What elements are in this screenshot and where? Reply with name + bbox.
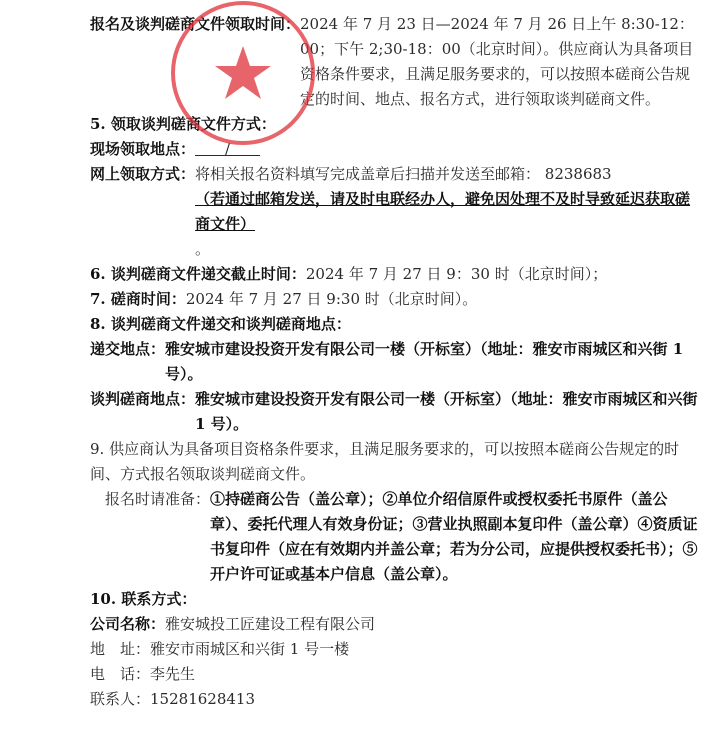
value: 15281628413: [150, 690, 255, 708]
section-7: [60, 287, 700, 312]
label: 网上领取方式：: [90, 165, 196, 183]
value: 雅安城投工匠建设工程有限公司: [165, 615, 376, 633]
text: 将相关报名资料填写完成盖章后扫描并发送至邮箱： 8238683: [195, 165, 612, 183]
negotiate-location: [60, 387, 700, 437]
value: /: [195, 140, 261, 158]
registration-time: [60, 12, 700, 112]
phone-row: [60, 662, 700, 687]
text: 2024 年 7 月 27 日 9：30 时（北京时间）；: [305, 265, 608, 283]
submit-location: [60, 337, 700, 387]
section-8-heading: 8. 谈判磋商文件递交和谈判磋商地点：: [90, 315, 351, 333]
label: 地 址：: [90, 640, 151, 658]
label: 7. 磋商时间：: [90, 290, 186, 308]
label: 6. 谈判磋商文件递交截止时间：: [90, 265, 306, 283]
text: 雅安城市建设投资开发有限公司一楼（开标室）（地址：雅安市雨城区和兴街 1 号）。: [195, 390, 698, 433]
text: 2024 年 7 月 23 日—2024 年 7 月 26 日上午 8:30-12：00；下午 2;30-18：00（北京时间）。供应商认为具备项目资格条件要求，且满足服务要求的，可以按照本磋商公告规定的时间、地点、报名方式，进行领取谈判磋商文件。: [300, 15, 694, 108]
value: 李先生: [150, 665, 196, 683]
label: 递交地点：: [90, 340, 166, 358]
section-6: [60, 262, 700, 287]
label: 报名时请准备：: [105, 490, 211, 508]
label: 现场领取地点：: [90, 140, 196, 158]
label: 谈判磋商地点：: [90, 390, 196, 408]
label: 报名及谈判磋商文件领取时间：: [90, 15, 301, 33]
section-9: 9. 供应商认为具备项目资格条件要求，且满足服务要求的，可以按照本磋商公告规定的时间、方式报名领取谈判磋商文件。: [90, 440, 680, 483]
online-method-body: [195, 162, 700, 262]
onsite-location: [60, 137, 700, 162]
label: 联系人：: [90, 690, 151, 708]
section-5-heading: 5. 领取谈判磋商文件方式：: [90, 115, 276, 133]
company-row: [60, 612, 700, 637]
text: 雅安城市建设投资开发有限公司一楼（开标室）（地址：雅安市雨城区和兴街 1 号）。: [165, 340, 684, 383]
section-10-heading: 10. 联系方式：: [90, 590, 197, 608]
address-row: [60, 637, 700, 662]
text: 2024 年 7 月 27 日 9:30 时（北京时间）。: [185, 290, 478, 308]
text: ①持磋商公告（盖公章）；②单位介绍信原件或授权委托书原件（盖公章）、委托代理人有效身份证；③营业执照副本复印件（盖公章）④资质证书复印件（应在有效期内并盖公章；若为分公司，应提供授权委托书）；⑤开户许可证或基本户信息（盖公章）。: [210, 490, 698, 583]
label: 公司名称：: [90, 615, 166, 633]
value: 雅安市雨城区和兴街 1 号一楼: [150, 640, 350, 658]
label: 电 话：: [90, 665, 151, 683]
end: 。: [195, 240, 211, 258]
note: （若通过邮箱发送，请及时电联经办人，避免因处理不及时导致延迟获取磋商文件）: [195, 190, 691, 233]
preparation: [60, 487, 700, 587]
contact-person-row: [60, 687, 700, 712]
online-method: [60, 162, 700, 262]
document-body: [60, 12, 700, 712]
